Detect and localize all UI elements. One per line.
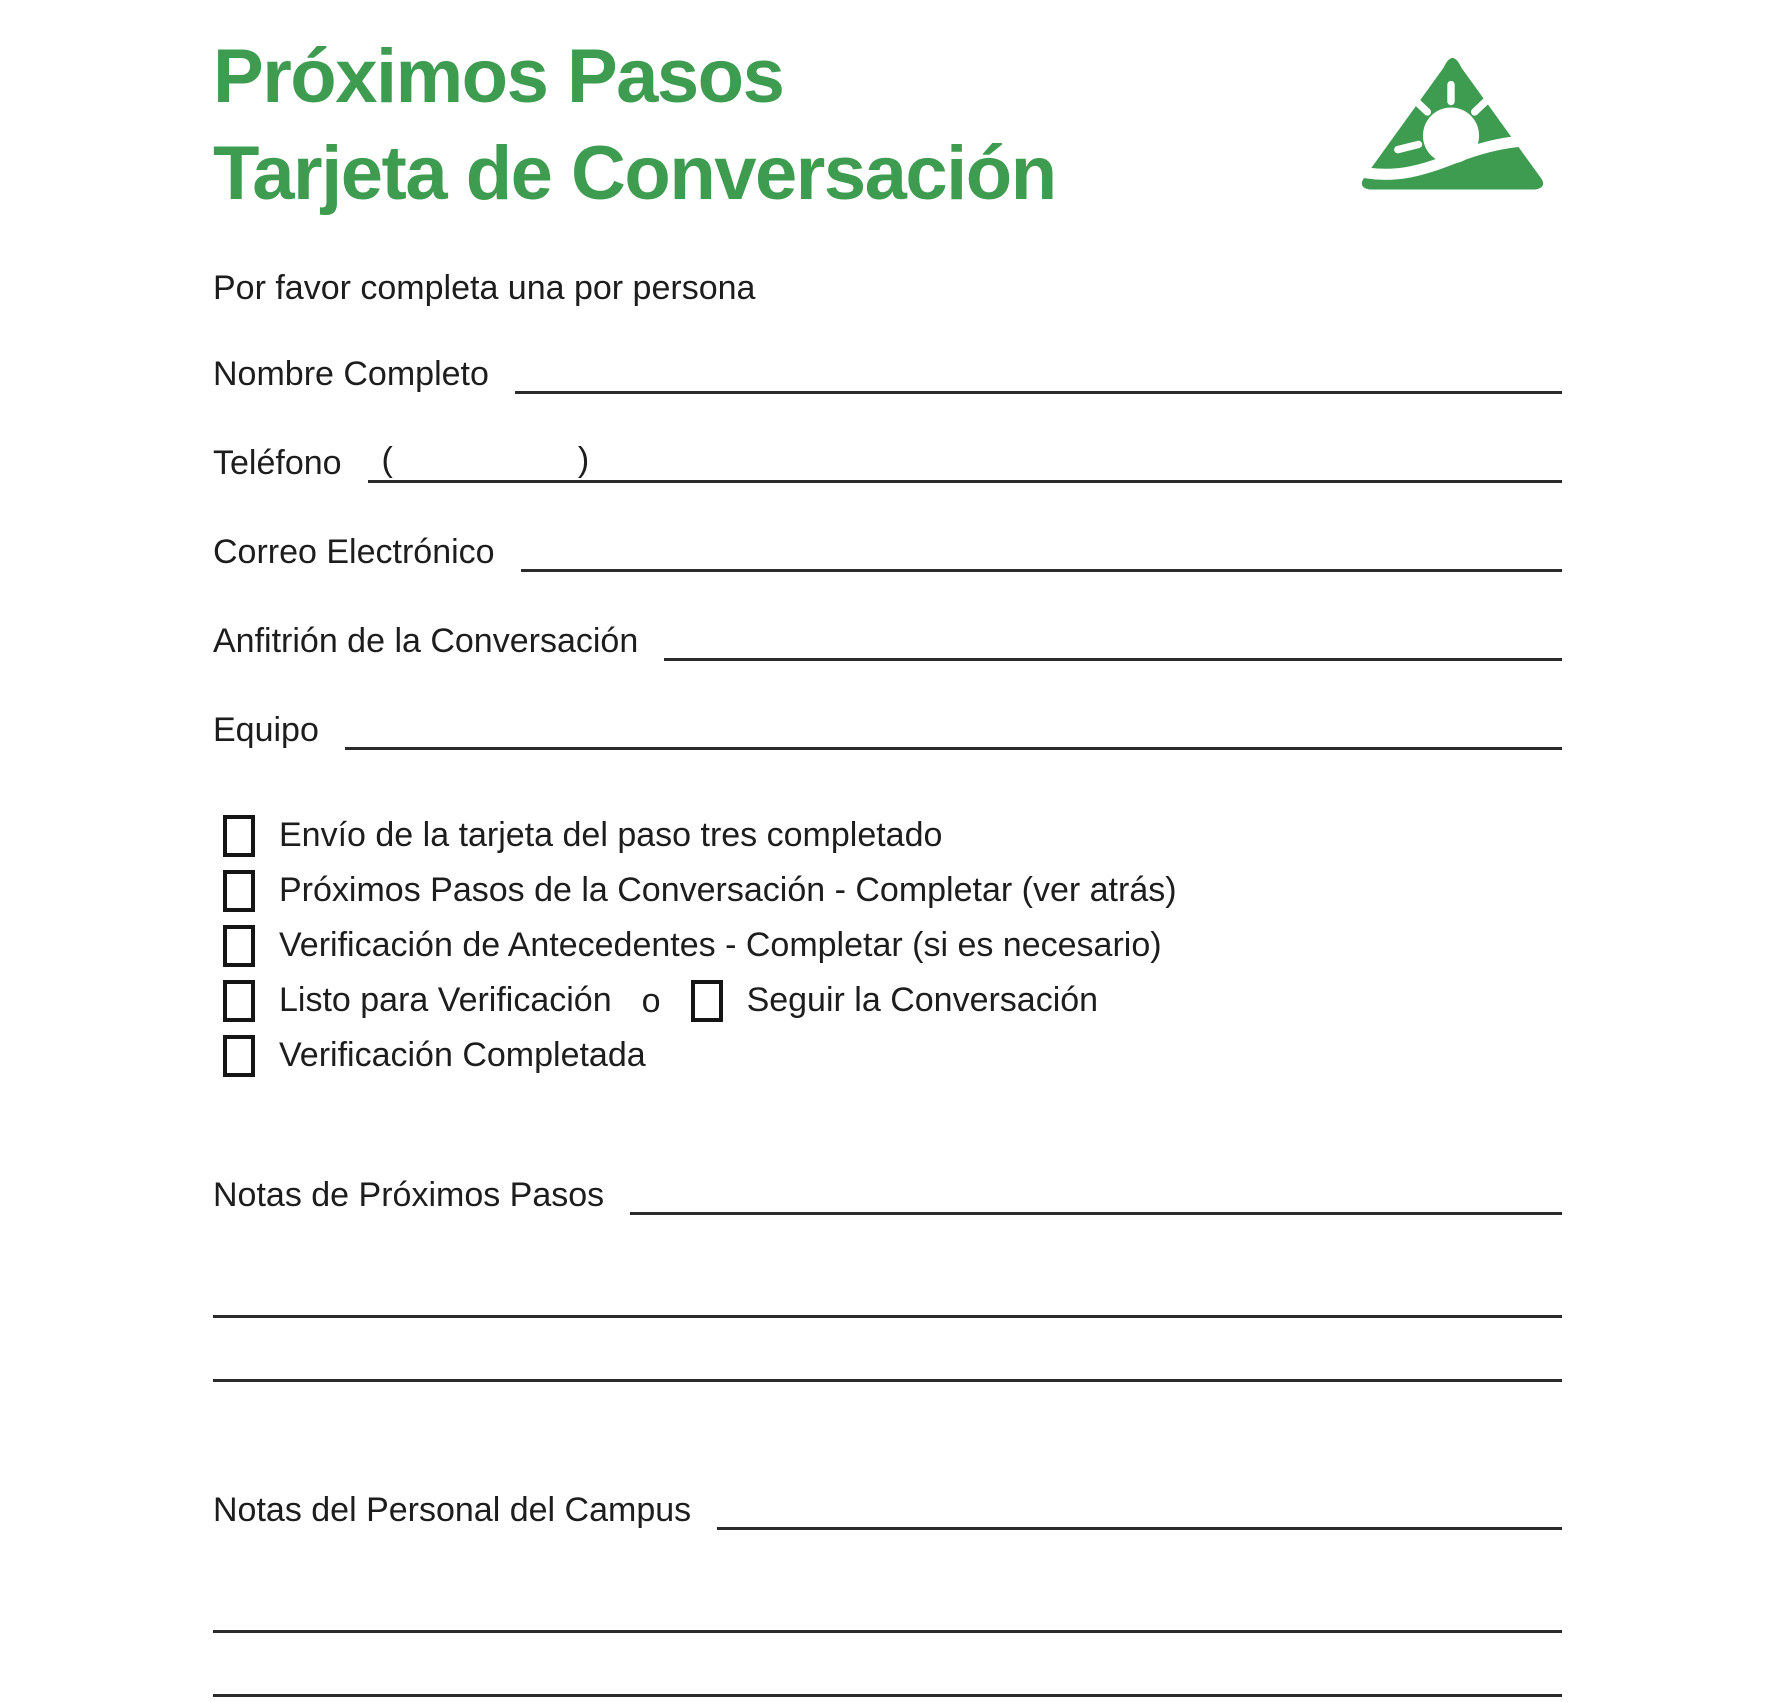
conversation-host-input-line[interactable] bbox=[664, 611, 1562, 661]
conversation-host-label: Anfitrión de la Conversación bbox=[213, 621, 639, 660]
email-label: Correo Electrónico bbox=[213, 532, 495, 571]
next-steps-notes-ruled-line-2[interactable] bbox=[213, 1318, 1562, 1382]
field-phone bbox=[213, 433, 1562, 483]
step-three-card-label: Envío de la tarjeta del paso tres completado bbox=[279, 816, 943, 855]
next-steps-notes-label: Notas de Próximos Pasos bbox=[213, 1175, 605, 1214]
background-check-label: Verificación de Antecedentes - Completar (si es necesario) bbox=[279, 926, 1162, 965]
next-steps-notes-section bbox=[213, 1165, 1562, 1382]
ready-for-verification-label: Listo para Verificación bbox=[279, 981, 612, 1020]
campus-staff-notes-section bbox=[213, 1480, 1562, 1697]
header bbox=[213, 28, 1562, 222]
team-input-line[interactable] bbox=[345, 700, 1562, 750]
phone-paren-open: ( bbox=[381, 440, 393, 479]
campus-staff-notes-label: Notas del Personal del Campus bbox=[213, 1490, 692, 1529]
email-input-line[interactable] bbox=[521, 522, 1562, 572]
next-steps-conversation-checkbox[interactable] bbox=[223, 870, 255, 912]
field-email bbox=[213, 522, 1562, 572]
follow-conversation-label: Seguir la Conversación bbox=[746, 981, 1099, 1020]
or-connector: o bbox=[641, 981, 661, 1020]
phone-paren-close: ) bbox=[577, 440, 590, 479]
next-steps-notes-input-line[interactable] bbox=[630, 1165, 1562, 1215]
field-conversation-host bbox=[213, 611, 1562, 661]
follow-conversation-checkbox[interactable] bbox=[691, 980, 723, 1022]
check-row-ready-or-follow bbox=[223, 980, 1562, 1022]
step-three-card-checkbox[interactable] bbox=[223, 815, 255, 857]
check-row-background-check bbox=[223, 925, 1562, 967]
verification-completed-checkbox[interactable] bbox=[223, 1035, 255, 1077]
fields-section bbox=[213, 344, 1562, 750]
page-title-line1: Próximos Pasos bbox=[213, 34, 784, 119]
next-steps-notes-ruled-line-1[interactable] bbox=[213, 1254, 1562, 1318]
field-full-name bbox=[213, 344, 1562, 394]
page-title-line2: Tarjeta de Conversación bbox=[213, 131, 1056, 216]
background-check-checkbox[interactable] bbox=[223, 925, 255, 967]
campus-staff-notes-row bbox=[213, 1480, 1562, 1530]
check-row-next-steps-conversation bbox=[223, 870, 1562, 912]
subtitle: Por favor completa una por persona bbox=[213, 269, 756, 307]
next-steps-notes-row bbox=[213, 1165, 1562, 1215]
check-row-verification-completed bbox=[223, 1035, 1562, 1077]
next-steps-conversation-label: Próximos Pasos de la Conversación - Completar (ver atrás) bbox=[279, 871, 1177, 910]
phone-input-line[interactable] bbox=[368, 433, 1562, 483]
full-name-input-line[interactable] bbox=[515, 344, 1562, 394]
field-team bbox=[213, 700, 1562, 750]
verification-completed-label: Verificación Completada bbox=[279, 1036, 646, 1075]
campus-staff-notes-ruled-line-1[interactable] bbox=[213, 1569, 1562, 1633]
phone-label: Teléfono bbox=[213, 443, 342, 482]
mountain-sunrise-logo bbox=[1340, 38, 1562, 213]
full-name-label: Nombre Completo bbox=[213, 354, 489, 393]
team-label: Equipo bbox=[213, 710, 319, 749]
checklist-section bbox=[223, 815, 1562, 1077]
card-content bbox=[213, 0, 1562, 1697]
campus-staff-notes-ruled-line-2[interactable] bbox=[213, 1633, 1562, 1697]
campus-staff-notes-input-line[interactable] bbox=[717, 1480, 1562, 1530]
check-row-step-three-card bbox=[223, 815, 1562, 857]
page-title bbox=[213, 28, 1056, 222]
ready-for-verification-checkbox[interactable] bbox=[223, 980, 255, 1022]
